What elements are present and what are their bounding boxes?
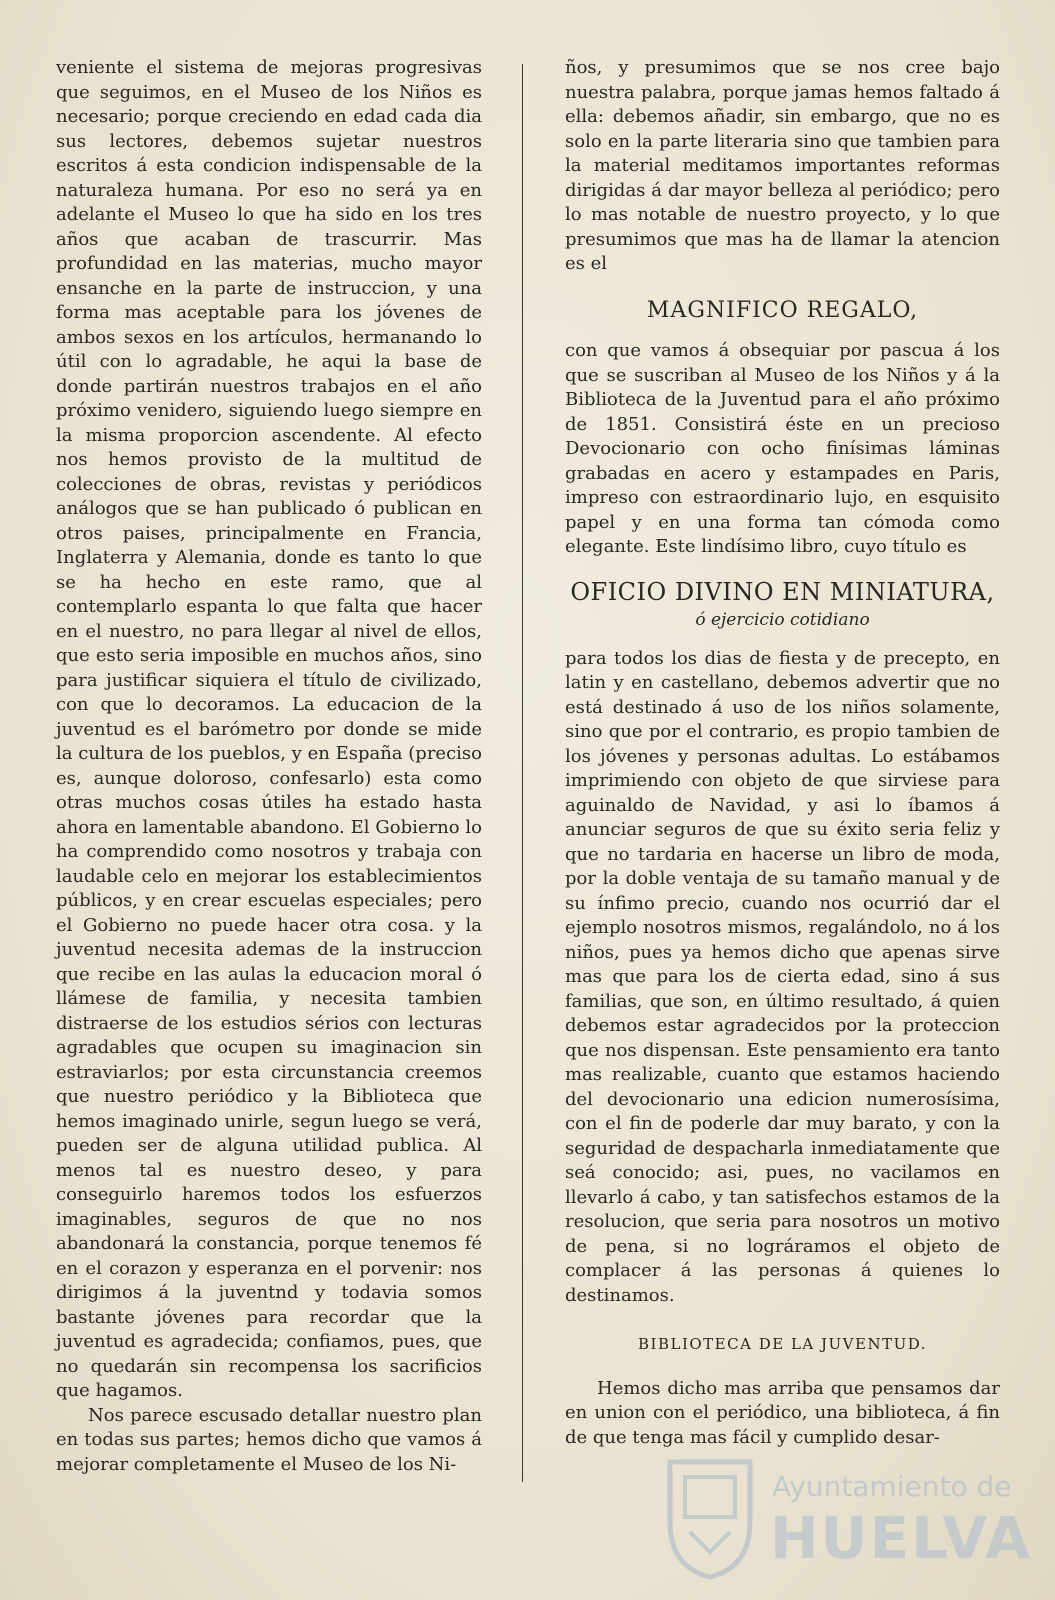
column-divider: [522, 64, 523, 1482]
coat-of-arms-icon: [660, 1452, 760, 1582]
section-title-biblioteca: BIBLIOTECA DE LA JUVENTUD.: [638, 1335, 927, 1353]
heading-magnifico-regalo: MAGNIFICO REGALO,: [646, 297, 919, 323]
right-paragraph-3: para todos los dias de fiesta y de precepto, en latin y en castellano, debemos advertir que no está destinado á uso de los niños solamente, sino que por el contrario, es propio tambien de los jóvenes y personas adultas. Lo estábamos imprimiendo con objeto de que sirviese para aguinaldo de Navidad, y asi lo íbamos á anunciar seguros de que su éxito seria feliz y que no tardaria en hacerse un libro de moda, por la doble ventaja de su tamaño manual y de su ínfimo precio, cuando nos ocurrió dar el ejemplo nosotros mismos, regalándolo, no á los niños, pues ya hemos dicho que apenas sirve mas que para los de cierta edad, sino á sus familias, que son, en último resultado, á quien debemos estar agradecidos por la proteccion que nos dispensan. Este pensamiento era tanto mas realizable, cuanto que estamos haciendo del devocionario una edicion numerosísima, con el fin de poderle dar muy barato, y con la seguridad de despacharla inmediatamente que seá conocido; asi, pues, no vacilamos en llevarlo á cabo, y tan satisfechos estamos de la resolucion, que seria para nosotros un motivo de pena, si no lográramos el objeto de complacer á las personas á quienes lo destinamos.: [565, 647, 1000, 1306]
right-paragraph-4: Hemos dicho mas arriba que pensamos dar en union con el periódico, una biblioteca, á fin de que tenga mas fácil y cumplido desar-: [565, 1377, 1000, 1448]
left-paragraph-2: Nos parece escusado detallar nuestro plan en todas sus partes; hemos dicho que vamos á mejorar completamente el Museo de los Ni-: [56, 1404, 482, 1475]
watermark: [660, 1452, 1040, 1587]
left-column: [56, 56, 482, 1477]
watermark-line-2: HUELVA: [770, 1504, 1033, 1572]
heading-oficio-divino: OFICIO DIVINO EN MINIATURA,: [570, 577, 995, 606]
right-intro-paragraph: ños, y presumimos que se nos cree bajo nuestra palabra, porque jamas hemos faltado á ella: debemos añadir, sin embargo, que no es solo en la parte literaria sino que tambien para la material meditamos importantes reformas dirigidas á dar mayor belleza al periódico; pero lo mas notable de nuestro proyecto, y lo que presumimos que mas ha de llamar la atencion es el: [565, 57, 1000, 274]
subheading-ejercicio: ó ejercicio cotidiano: [695, 610, 870, 630]
watermark-line-1: Ayuntamiento de: [772, 1470, 1012, 1503]
left-paragraph-1: veniente el sistema de mejoras progresivas que seguimos, en el Museo de los Niños es necesario; porque creciendo en edad cada dia sus lectores, debemos sujetar nuestros escritos á esta condicion indispensable de la naturaleza humana. Por eso no será ya en adelante el Museo lo que ha sido en los tres años que acaban de trascurrir. Mas profundidad en las materias, mucho mayor ensanche en la parte de instruccion, y una forma mas aceptable para los jóvenes de ambos sexos en los artículos, hermanando lo útil con lo agradable, he aqui la base de donde partirán nuestros trabajos en el año próximo venidero, siguiendo luego siempre en la misma proporcion ascendente. Al efecto nos hemos provisto de la multitud de colecciones de obras, revistas y periódicos análogos que se han publicado ó publican en otros paises, principalmente en Francia, Inglaterra y Alemania, donde es tanto lo que se ha hecho en este ramo, que al contemplarlo espanta lo que falta que hacer en el nuestro, no para llegar al nivel de ellos, que esto seria imposible en muchos años, sino para justificar siquiera el título de civilizado, con que lo decoramos. La educacion de la juventud es el barómetro por donde se mide la cultura de los pueblos, y en España (preciso es, aunque doloroso, confesarlo) esta como otras muchos cosas útiles ha estado hasta ahora en lamentable abandono. El Gobierno lo ha comprendido como nosotros y trabaja con laudable celo en mejorar los establecimientos públicos, y en crear escuelas especiales; pero el Gobierno no puede hacer otra cosa. y la juventud necesita ademas de la instruccion que recibe en las aulas la educacion moral ó llámese de familia, y necesita tambien distraerse de los estudios sérios con lecturas agradables que ocupen su imaginacion sin estraviarlos; por esta circunstancia creemos que nuestro periódico y la Biblioteca que hemos imaginado unirle, segun luego se verá, pueden ser de alguna utilidad publica. Al menos tal es nuestro deseo, y para conseguirlo haremos todos los esfuerzos imaginables, seguros de que no nos abandonará la constancia, porque tenemos fé en el corazon y esperanza en el porvenir: nos dirigimos á la juventnd y todavia somos bastante jóvenes para recordar que la juventud es agradecida; confiamos, pues, que no quedarán sin recompensa los sacrificios que hagamos.: [56, 57, 482, 1401]
right-paragraph-2: con que vamos á obsequiar por pascua á los que se suscriban al Museo de los Niños y á la Biblioteca de la Juventud para el año próximo de 1851. Consistirá éste en un precioso Devocionario con ocho finísimas láminas grabadas en acero y estampades en Paris, impreso con estraordinario lujo, en esquisito papel y en una forma tan cómoda como elegante. Este lindísimo libro, cuyo título es: [565, 340, 1000, 557]
right-column: [565, 56, 1000, 1450]
